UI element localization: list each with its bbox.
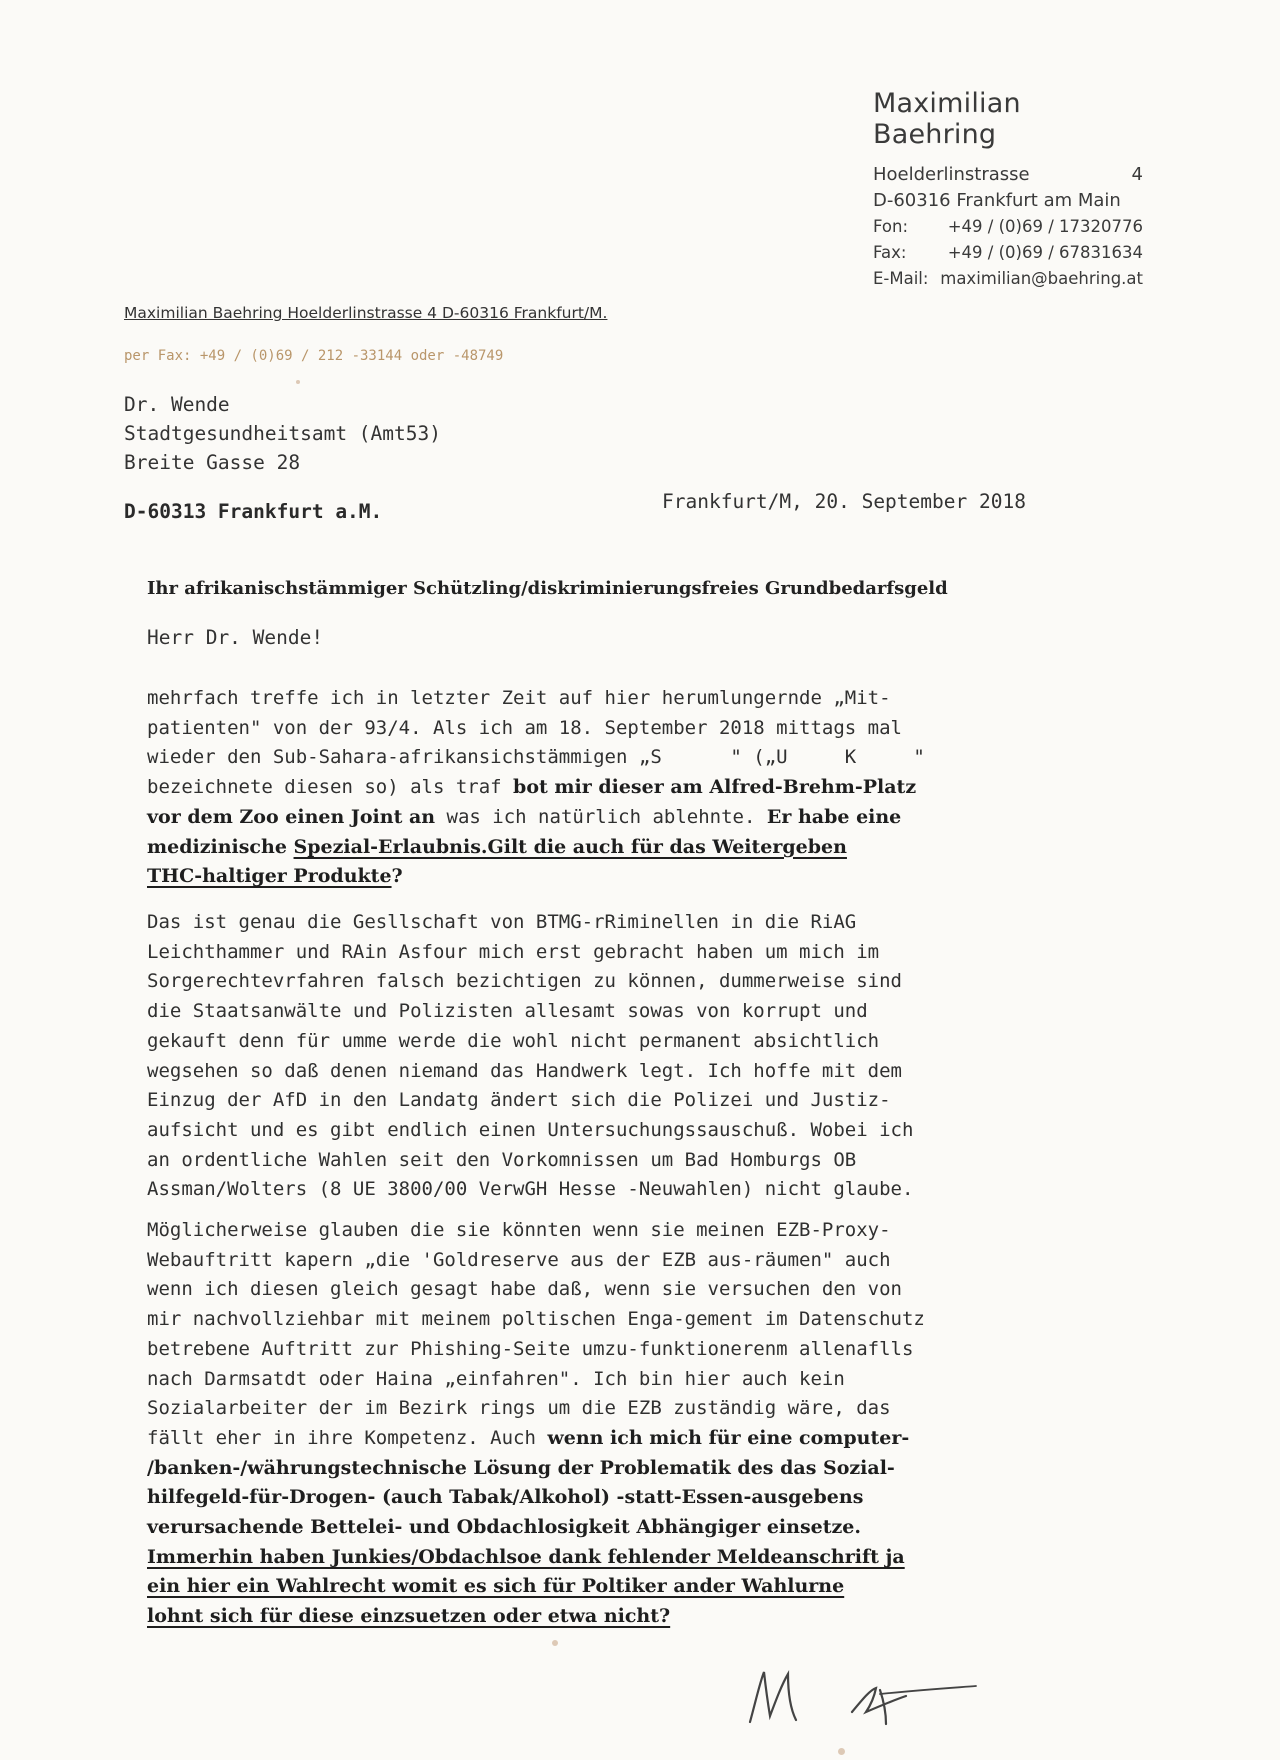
paper-speck bbox=[838, 1748, 845, 1755]
p1-bold-text: medizinische bbox=[147, 835, 294, 858]
p1-line: wieder den Sub-Sahara-afrikansichstämmigen „S " („U K " bbox=[147, 746, 925, 769]
p3-line: Möglicherweise glauben die sie könnten wenn sie meinen EZB-Proxy- bbox=[147, 1219, 891, 1241]
p2-line: Das ist genau die Gesllschaft von BTMG-rRiminellen in die RiAG bbox=[147, 911, 857, 933]
p3-underlined-line bbox=[147, 1543, 925, 1573]
letterhead-email-row bbox=[873, 266, 1143, 292]
p2-line: aufsicht und es gibt endlich einen Untersuchungssauschuß. Wobei ich bbox=[147, 1118, 914, 1141]
p3-line: Sozialarbeiter der im Bezirk rings um die EZB zuständig wäre, das bbox=[147, 1397, 891, 1420]
p1-bold-text: vor dem Zoo einen Joint an bbox=[147, 805, 436, 828]
p3-bold-line bbox=[147, 1454, 925, 1484]
letterhead-email-value: maximilian@baehring.at bbox=[940, 269, 1143, 288]
letterhead-name: Maximilian Baehring bbox=[873, 88, 1021, 150]
p1-line bbox=[147, 862, 925, 892]
letterhead-fon-value: +49 / (0)69 / 17320776 bbox=[947, 217, 1143, 236]
p3-underlined-text: lohnt sich für diese einzsuetzen oder etwa nicht? bbox=[147, 1605, 671, 1628]
p1-line: patienten" von der 93/4. Als ich am 18. September 2018 mittags mal bbox=[147, 716, 902, 739]
p3-line: wenn ich diesen gleich gesagt habe daß, wenn sie versuchen den von bbox=[147, 1278, 902, 1301]
p1-text: bezeichnete diesen so) als traf bbox=[147, 776, 514, 799]
p3-bold-line bbox=[147, 1483, 925, 1513]
p3-underlined-text: Immerhin haben Junkies/Obdachlsoe dank fehlender Meldeanschrift ja bbox=[147, 1545, 905, 1568]
letter-subject: Ihr afrikanischstämmiger Schützling/diskriminierungsfreies Grundbedarfsgeld bbox=[147, 578, 948, 599]
recipient-office: Stadtgesundheitsamt (Amt53) bbox=[124, 422, 441, 445]
paragraph-3 bbox=[147, 1216, 925, 1632]
p1-line bbox=[147, 803, 925, 833]
p3-line bbox=[147, 1424, 925, 1454]
recipient-street: Breite Gasse 28 bbox=[124, 451, 301, 474]
p3-bold-line bbox=[147, 1513, 925, 1543]
p2-line: Leichthammer und RAin Asfour mich erst gebracht haben um mich im bbox=[147, 940, 880, 963]
p3-line: mir nachvollziehbar mit meinem poltischen Enga-gement im Datenschutz bbox=[147, 1308, 925, 1331]
p1-line: mehrfach treffe ich in letzter Zeit auf hier herumlungernde „Mit- bbox=[147, 687, 891, 709]
paper-speck bbox=[552, 1640, 558, 1646]
paragraph-2 bbox=[147, 908, 913, 1205]
letterhead-fax-value: +49 / (0)69 / 67831634 bbox=[947, 243, 1143, 262]
letterhead-fon-row bbox=[873, 214, 1143, 240]
p3-underlined-line bbox=[147, 1572, 925, 1602]
p3-underlined-line bbox=[147, 1602, 925, 1632]
p3-bold-text: hilfegeld-für-Drogen- (auch Tabak/Alkohol) -statt-Essen-ausgebens bbox=[147, 1486, 864, 1509]
sender-line: Maximilian Baehring Hoelderlinstrasse 4 D-60316 Frankfurt/M. bbox=[124, 304, 608, 322]
p3-underlined-text: ein hier ein Wahlrecht womit es sich für Poltiker ander Wahlurne bbox=[147, 1575, 845, 1598]
letterhead-fax-label: Fax: bbox=[873, 243, 907, 262]
p1-text: was ich natürlich ablehnte. bbox=[435, 805, 767, 828]
letterhead-email-label: E-Mail: bbox=[873, 269, 929, 288]
letterhead-fax-row bbox=[873, 240, 1143, 266]
recipient-name: Dr. Wende bbox=[124, 393, 230, 416]
paper-speck bbox=[296, 380, 300, 384]
p2-line: wegsehen so daß denen niemand das Handwerk legt. Ich hoffe mit dem bbox=[147, 1059, 902, 1082]
p3-bold-text: verursachende Bettelei- und Obdachlosigkeit Abhängiger einsetze. bbox=[147, 1516, 861, 1539]
p3-text: fällt eher in ihre Kompetenz. Auch bbox=[147, 1426, 548, 1449]
p2-line: Assman/Wolters (8 UE 3800/00 VerwGH Hesse -Neuwahlen) nicht glaube. bbox=[147, 1178, 914, 1201]
paragraph-1 bbox=[147, 684, 925, 892]
p1-bold-text: ? bbox=[391, 865, 403, 888]
p2-line: an ordentliche Wahlen seit den Vorkomnissen um Bad Homburgs OB bbox=[147, 1148, 857, 1171]
letterhead-house-number: 4 bbox=[1131, 164, 1143, 185]
p3-line: nach Darmsatdt oder Haina „einfahren". Ich bin hier auch kein bbox=[147, 1367, 845, 1390]
letterhead-city: D-60316 Frankfurt am Main bbox=[873, 190, 1121, 211]
p3-line: Webauftritt kapern „die 'Goldreserve aus der EZB aus-räumen" auch bbox=[147, 1248, 891, 1271]
p1-underlined-text: Spezial-Erlaubnis.Gilt die auch für das Weitergeben bbox=[293, 835, 847, 858]
p1-line bbox=[147, 833, 925, 863]
p1-bold-text: Er habe eine bbox=[766, 805, 902, 828]
letterhead bbox=[873, 88, 1143, 292]
letterhead-fon-label: Fon: bbox=[873, 217, 909, 236]
recipient-city: D-60313 Frankfurt a.M. bbox=[124, 500, 383, 523]
p1-bold-text: bot mir dieser am Alfred-Brehm-Platz bbox=[513, 776, 917, 799]
p3-line: betrebene Auftritt zur Phishing-Seite umzu-funktionerenm allenaflls bbox=[147, 1337, 914, 1360]
p1-underlined-text: THC-haltiger Produkte bbox=[147, 865, 392, 888]
letterhead-street: Hoelderlinstrasse bbox=[873, 164, 1030, 185]
p3-bold-text: wenn ich mich für eine computer- bbox=[547, 1426, 910, 1449]
p2-line: die Staatsanwälte und Polizisten allesamt sowas von korrupt und bbox=[147, 1000, 868, 1023]
handwritten-signature bbox=[730, 1660, 990, 1740]
p1-line bbox=[147, 773, 925, 803]
fax-line: per Fax: +49 / (0)69 / 212 -33144 oder -48749 bbox=[124, 348, 504, 364]
letterhead-street-row bbox=[873, 162, 1143, 188]
p2-line: Einzug der AfD in den Landatg ändert sich die Polizei und Justiz- bbox=[147, 1089, 891, 1112]
p2-line: Sorgerechtevrfahren falsch bezichtigen zu können, dummerweise sind bbox=[147, 970, 902, 993]
recipient-address bbox=[124, 390, 441, 477]
p3-bold-text: /banken-/währungstechnische Lösung der Problematik des das Sozial- bbox=[147, 1456, 895, 1479]
p2-line: gekauft denn für umme werde die wohl nicht permanent absichtlich bbox=[147, 1029, 880, 1052]
letter-date: Frankfurt/M, 20. September 2018 bbox=[662, 490, 1026, 513]
letter-greeting: Herr Dr. Wende! bbox=[147, 626, 324, 649]
